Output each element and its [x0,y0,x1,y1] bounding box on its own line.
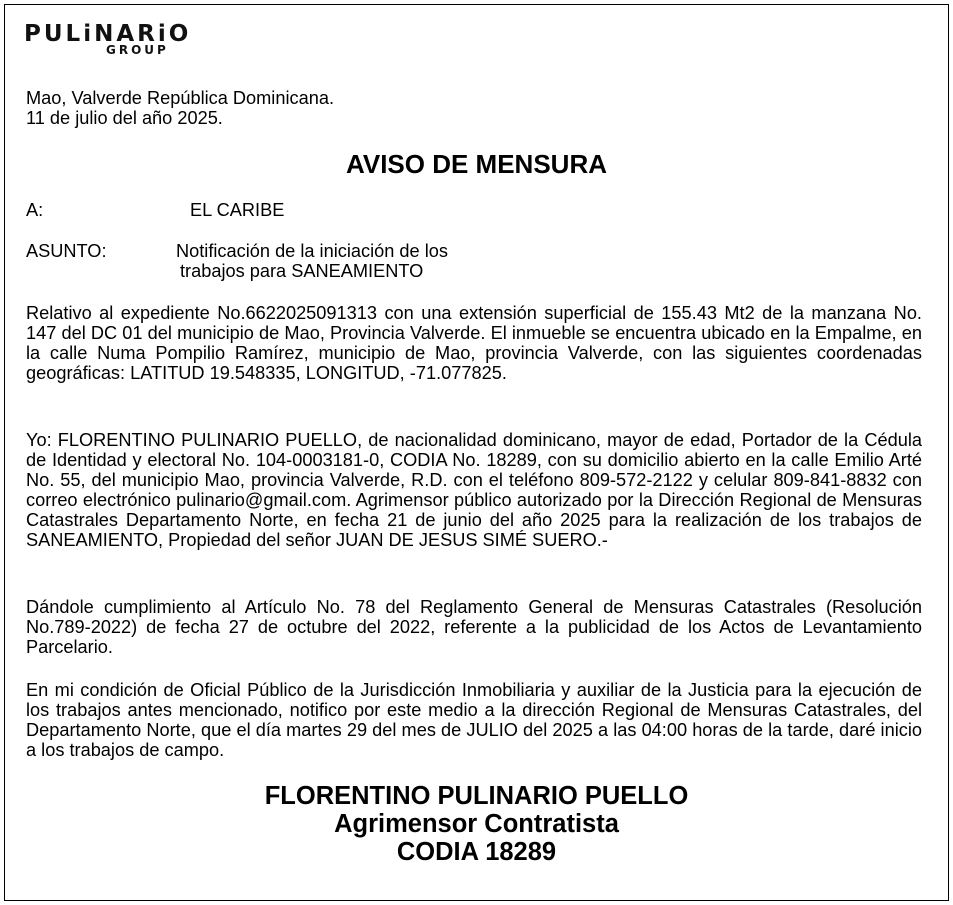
company-logo [24,22,230,58]
place-date-block [26,88,334,128]
date-line: 11 de julio del año 2025. [26,108,223,128]
signature-codia: CODIA 18289 [396,838,557,866]
recipient-value: EL CARIBE [190,200,285,220]
subject-line-2: trabajos para SANEAMIENTO [180,261,424,281]
paragraph-regulation: Dándole cumplimiento al Artículo No. 78 del Reglamento General de Mensuras Catastrales (Resolución No.789-2022) de fecha 27 de octubre del 2022, referente a la publicidad de los Actos de Levantamiento Parcelario. [26,597,922,657]
recipient-label: A: [26,200,44,220]
subject-label: ASUNTO: [26,241,107,261]
signature-role: Agrimensor Contratista [334,810,619,838]
signature-name: FLORENTINO PULINARIO PUELLO [264,782,689,810]
paragraph-surveyor: Yo: FLORENTINO PULINARIO PUELLO, de nacionalidad dominicano, mayor de edad, Portador de la Cédula de Identidad y electoral No. 104-0003181-0, CODIA No. 18289, con su domicilio abierto en la calle Emilio Arté No. 55, del municipio Mao, provincia Valverde, R.D. con el teléfono 809-572-2122 y celular 809-841-8832 con correo electrónico pulinario@gmail.com. Agrimensor público autorizado por la Dirección Regional de Mensuras Catastrales Departamento Norte, en fecha 21 de junio del año 2025 para la realización de los trabajos de SANEAMIENTO, Propiedad del señor JUAN DE JESUS SIMÉ SUERO.- [26,430,922,550]
paragraph-property: Relativo al expediente No.6622025091313 con una extensión superficial de 155.43 Mt2 de la manzana No. 147 del DC 01 del municipio de Mao, Provincia Valverde. El inmueble se encuentra ubicado en la Empalme, en la calle Numa Pompilio Ramírez, municipio de Mao, provincia Valverde, con las siguientes coordenadas geográficas: LATITUD 19.548335, LONGITUD, -71.077825. [26,303,922,383]
subject-line-1: Notificación de la iniciación de los [176,241,448,261]
notice-title: AVISO DE MENSURA [346,149,607,179]
logo-name: PULiNARiO [24,21,192,47]
logo-subtitle: GROUP [106,43,169,57]
subject-value [176,241,448,281]
place-line: Mao, Valverde República Dominicana. [26,88,334,108]
signature-block [0,782,953,866]
paragraph-notification: En mi condición de Oficial Público de la Jurisdicción Inmobiliaria y auxiliar de la Justicia para la ejecución de los trabajos antes mencionado, notifico por este medio a la dirección Regional de Mensuras Catastrales, del Departamento Norte, que el día martes 29 del mes de JULIO del 2025 a las 04:00 horas de la tarde, daré inicio a los trabajos de campo. [26,680,922,760]
